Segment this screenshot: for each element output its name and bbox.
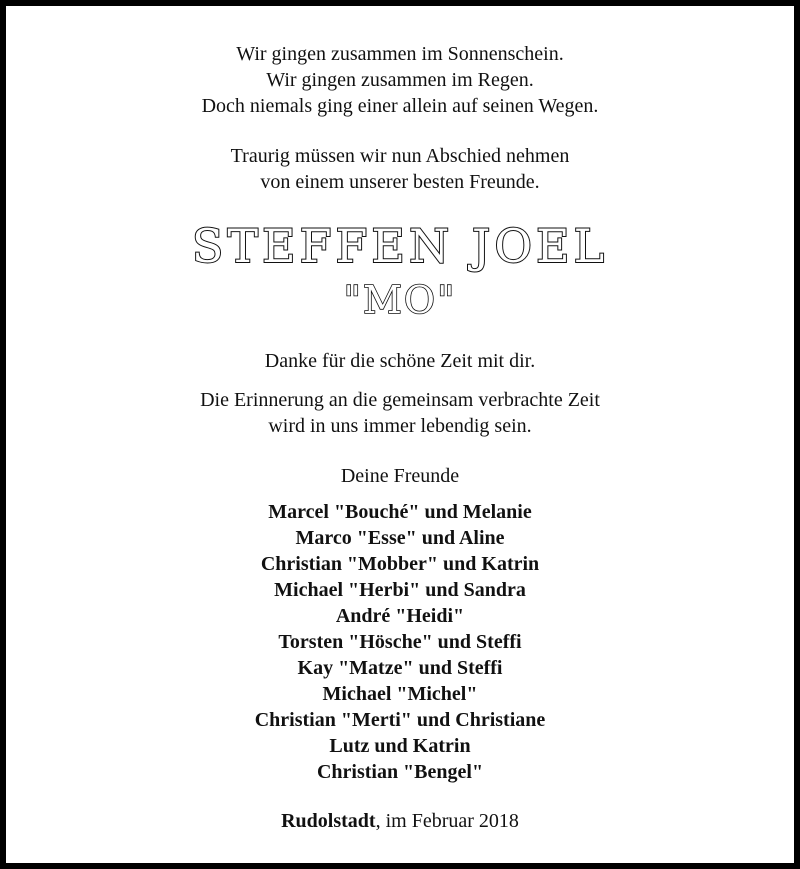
friends-label bbox=[12, 463, 788, 489]
deceased-nickname: "MO" bbox=[343, 278, 457, 322]
thanks-text bbox=[12, 348, 788, 374]
friends-label-text: Deine Freunde bbox=[340, 465, 460, 487]
farewell-text bbox=[12, 143, 788, 195]
farewell-line: von einem unserer besten Freunde. bbox=[260, 171, 540, 193]
list-item: Michael "Michel" bbox=[322, 683, 478, 705]
poem-line: Doch niemals ging einer allein auf seinen Wegen. bbox=[201, 95, 599, 117]
memory-line: Die Erinnerung an die gemeinsam verbrachte Zeit bbox=[200, 389, 600, 411]
footer-line bbox=[12, 808, 788, 834]
footer-place: Rudolstadt bbox=[281, 810, 376, 832]
footer bbox=[12, 808, 788, 834]
poem-line: Wir gingen zusammen im Sonnenschein. bbox=[236, 43, 564, 65]
list-item: Christian "Bengel" bbox=[316, 761, 484, 783]
farewell-line: Traurig müssen wir nun Abschied nehmen bbox=[230, 145, 570, 167]
list-item: André "Heidi" bbox=[335, 605, 465, 627]
list-item: Kay "Matze" und Steffi bbox=[297, 657, 503, 679]
thanks-line: Danke für die schöne Zeit mit dir. bbox=[264, 350, 536, 372]
list-item: Christian "Merti" und Christiane bbox=[254, 709, 546, 731]
memory-line: wird in uns immer lebendig sein. bbox=[268, 415, 532, 437]
list-item: Torsten "Hösche" und Steffi bbox=[278, 631, 522, 653]
friends-list bbox=[12, 499, 788, 785]
list-item: Christian "Mobber" und Katrin bbox=[260, 553, 540, 575]
list-item: Marcel "Bouché" und Melanie bbox=[268, 501, 532, 523]
deceased-name: STEFFEN JOEL bbox=[191, 219, 609, 273]
poem bbox=[12, 41, 788, 119]
memory-text bbox=[12, 387, 788, 439]
footer-date: , im Februar 2018 bbox=[375, 810, 519, 832]
list-item: Marco "Esse" und Aline bbox=[295, 527, 505, 549]
list-item: Michael "Herbi" und Sandra bbox=[274, 579, 526, 601]
list-item: Lutz und Katrin bbox=[329, 735, 471, 757]
poem-line: Wir gingen zusammen im Regen. bbox=[266, 69, 534, 91]
